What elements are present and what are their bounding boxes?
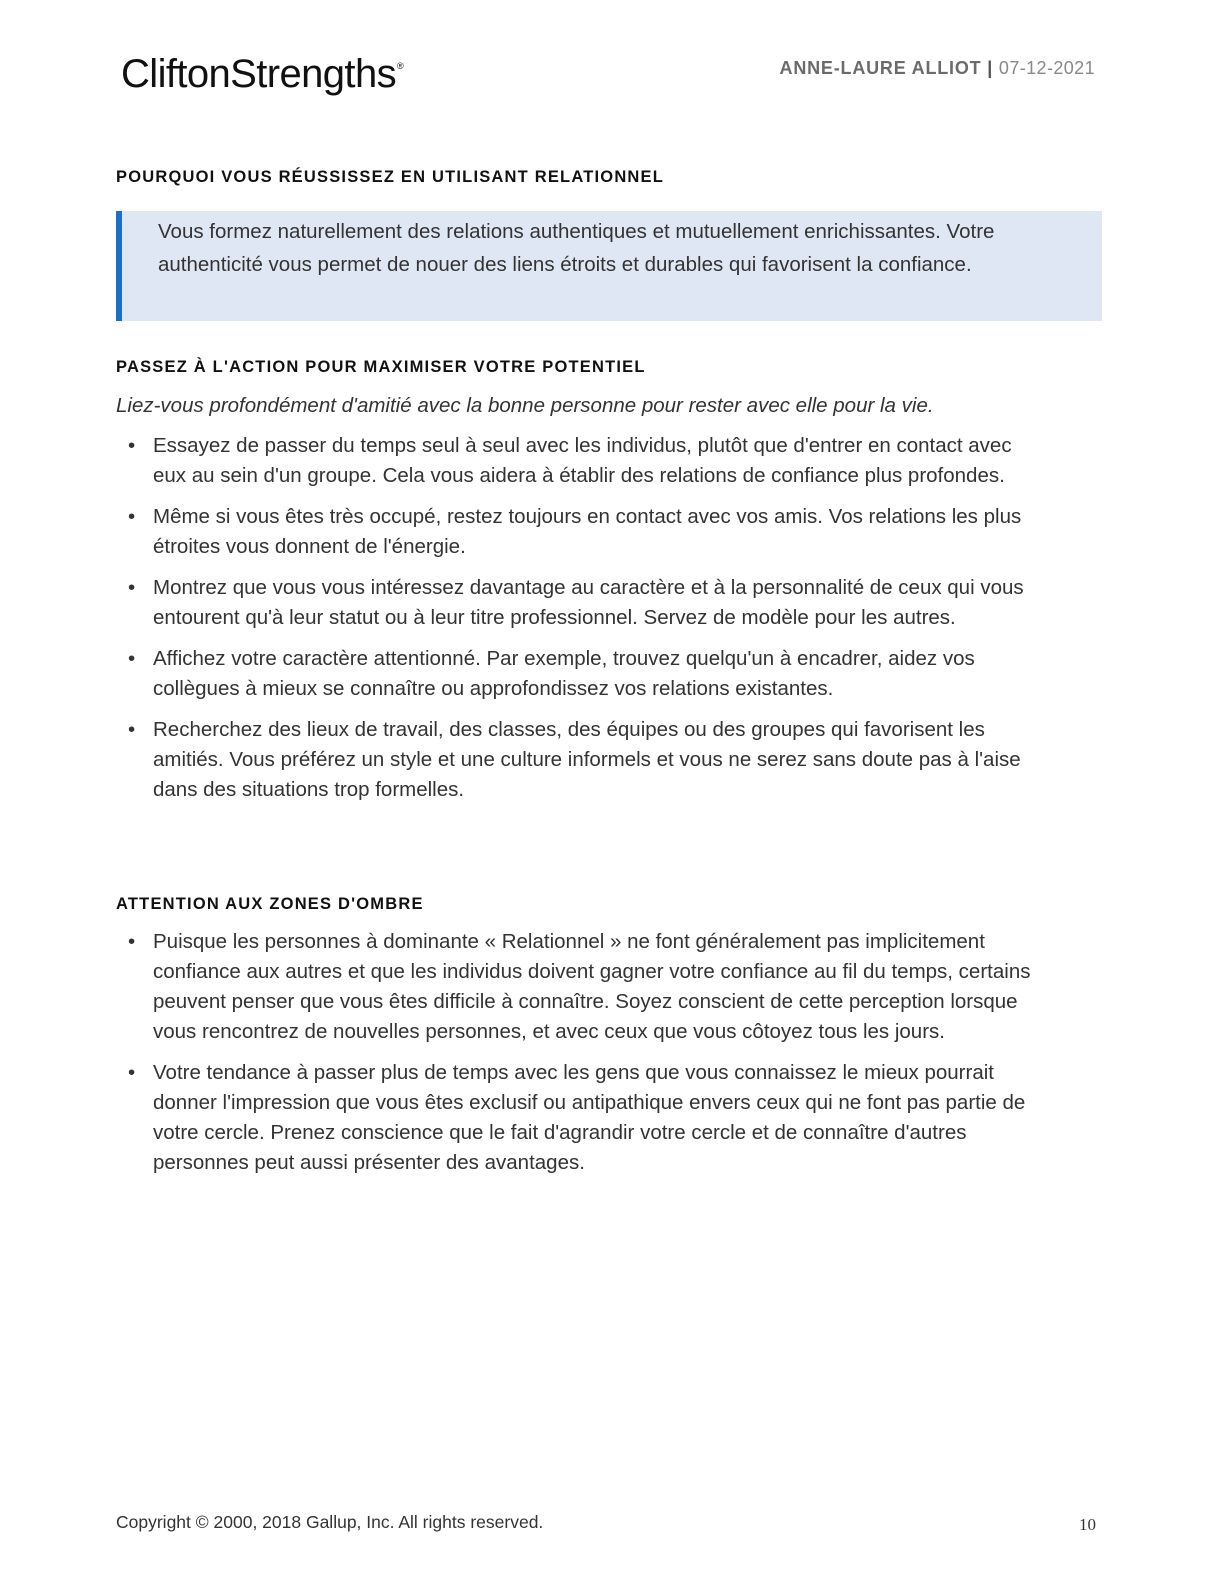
list-item bbox=[116, 1058, 1036, 1178]
list-item bbox=[116, 502, 1036, 562]
bullet-icon: • bbox=[128, 930, 136, 953]
registered-mark: ® bbox=[397, 61, 404, 71]
list-item bbox=[116, 431, 1036, 491]
action-intro: Liez-vous profondément d'amitié avec la bonne personne pour rester avec elle pour la vie. bbox=[116, 394, 934, 417]
report-owner-header bbox=[780, 56, 1095, 80]
section-title-blind-spots: ATTENTION AUX ZONES D'OMBRE bbox=[116, 895, 424, 913]
list-item-text: Votre tendance à passer plus de temps avec les gens que vous connaissez le mieux pourrait donner l'impression que vous êtes exclusif ou antipathique envers ceux qui ne font pas partie de votre cercle. Prenez conscience que le fait d'agrandir votre cercle et de connaître d'autres personnes peut aussi présenter des avantages. bbox=[153, 1061, 1026, 1174]
bullet-icon: • bbox=[128, 647, 136, 670]
list-item bbox=[116, 715, 1036, 805]
list-item bbox=[116, 644, 1036, 704]
list-item-text: Puisque les personnes à dominante « Relationnel » ne font généralement pas implicitement confiance aux autres et que les individus doivent gagner votre confiance au fil du temps, certains peuvent penser que vous êtes difficile à connaître. Soyez conscient de cette perception lorsque vous rencontrez de nouvelles personnes, et avec ceux que vous côtoyez tous les jours. bbox=[153, 930, 1031, 1043]
list-item bbox=[116, 927, 1036, 1047]
list-item-text: Affichez votre caractère attentionné. Par exemple, trouvez quelqu'un à encadrer, aidez vos collègues à mieux se connaître ou approfondissez vos relations existantes. bbox=[153, 647, 975, 700]
page-number: 10 bbox=[1079, 1515, 1096, 1534]
action-list bbox=[116, 431, 1036, 816]
logo-text: CliftonStrengths bbox=[121, 52, 396, 96]
section-title-action: PASSEZ À L'ACTION POUR MAXIMISER VOTRE POTENTIEL bbox=[116, 358, 646, 376]
bullet-icon: • bbox=[128, 505, 136, 528]
list-item-text: Même si vous êtes très occupé, restez toujours en contact avec vos amis. Vos relations les plus étroites vous donnent de l'énergie. bbox=[153, 505, 1022, 558]
copyright-notice: Copyright © 2000, 2018 Gallup, Inc. All rights reserved. bbox=[116, 1512, 544, 1532]
person-name: ANNE-LAURE ALLIOT bbox=[779, 58, 982, 78]
list-item-text: Recherchez des lieux de travail, des classes, des équipes ou des groupes qui favorisent les amitiés. Vous préférez un style et une culture informels et vous ne serez sans doute pas à l'aise dans des situations trop formelles. bbox=[153, 718, 1021, 801]
list-item bbox=[116, 573, 1036, 633]
blind-spots-list bbox=[116, 927, 1036, 1189]
bullet-icon: • bbox=[128, 1061, 136, 1084]
report-date: 07-12-2021 bbox=[998, 58, 1095, 78]
list-item-text: Essayez de passer du temps seul à seul avec les individus, plutôt que d'entrer en contact avec eux au sein d'un groupe. Cela vous aidera à établir des relations de confiance plus profondes. bbox=[153, 434, 1012, 487]
bullet-icon: • bbox=[128, 434, 136, 457]
header-separator: | bbox=[987, 58, 994, 78]
list-item-text: Montrez que vous vous intéressez davantage au caractère et à la personnalité de ceux qui vous entourent qu'à leur statut ou à leur titre professionnel. Servez de modèle pour les autres. bbox=[153, 576, 1024, 629]
section-title-why: POURQUOI VOUS RÉUSSISSEZ EN UTILISANT RELATIONNEL bbox=[116, 168, 665, 186]
cliftonstrengths-logo bbox=[121, 50, 403, 108]
why-callout: Vous formez naturellement des relations authentiques et mutuellement enrichissantes. Votre authenticité vous permet de nouer des liens étroits et durables qui favorisent la confiance. bbox=[116, 211, 1102, 321]
bullet-icon: • bbox=[128, 718, 136, 741]
bullet-icon: • bbox=[128, 576, 136, 599]
